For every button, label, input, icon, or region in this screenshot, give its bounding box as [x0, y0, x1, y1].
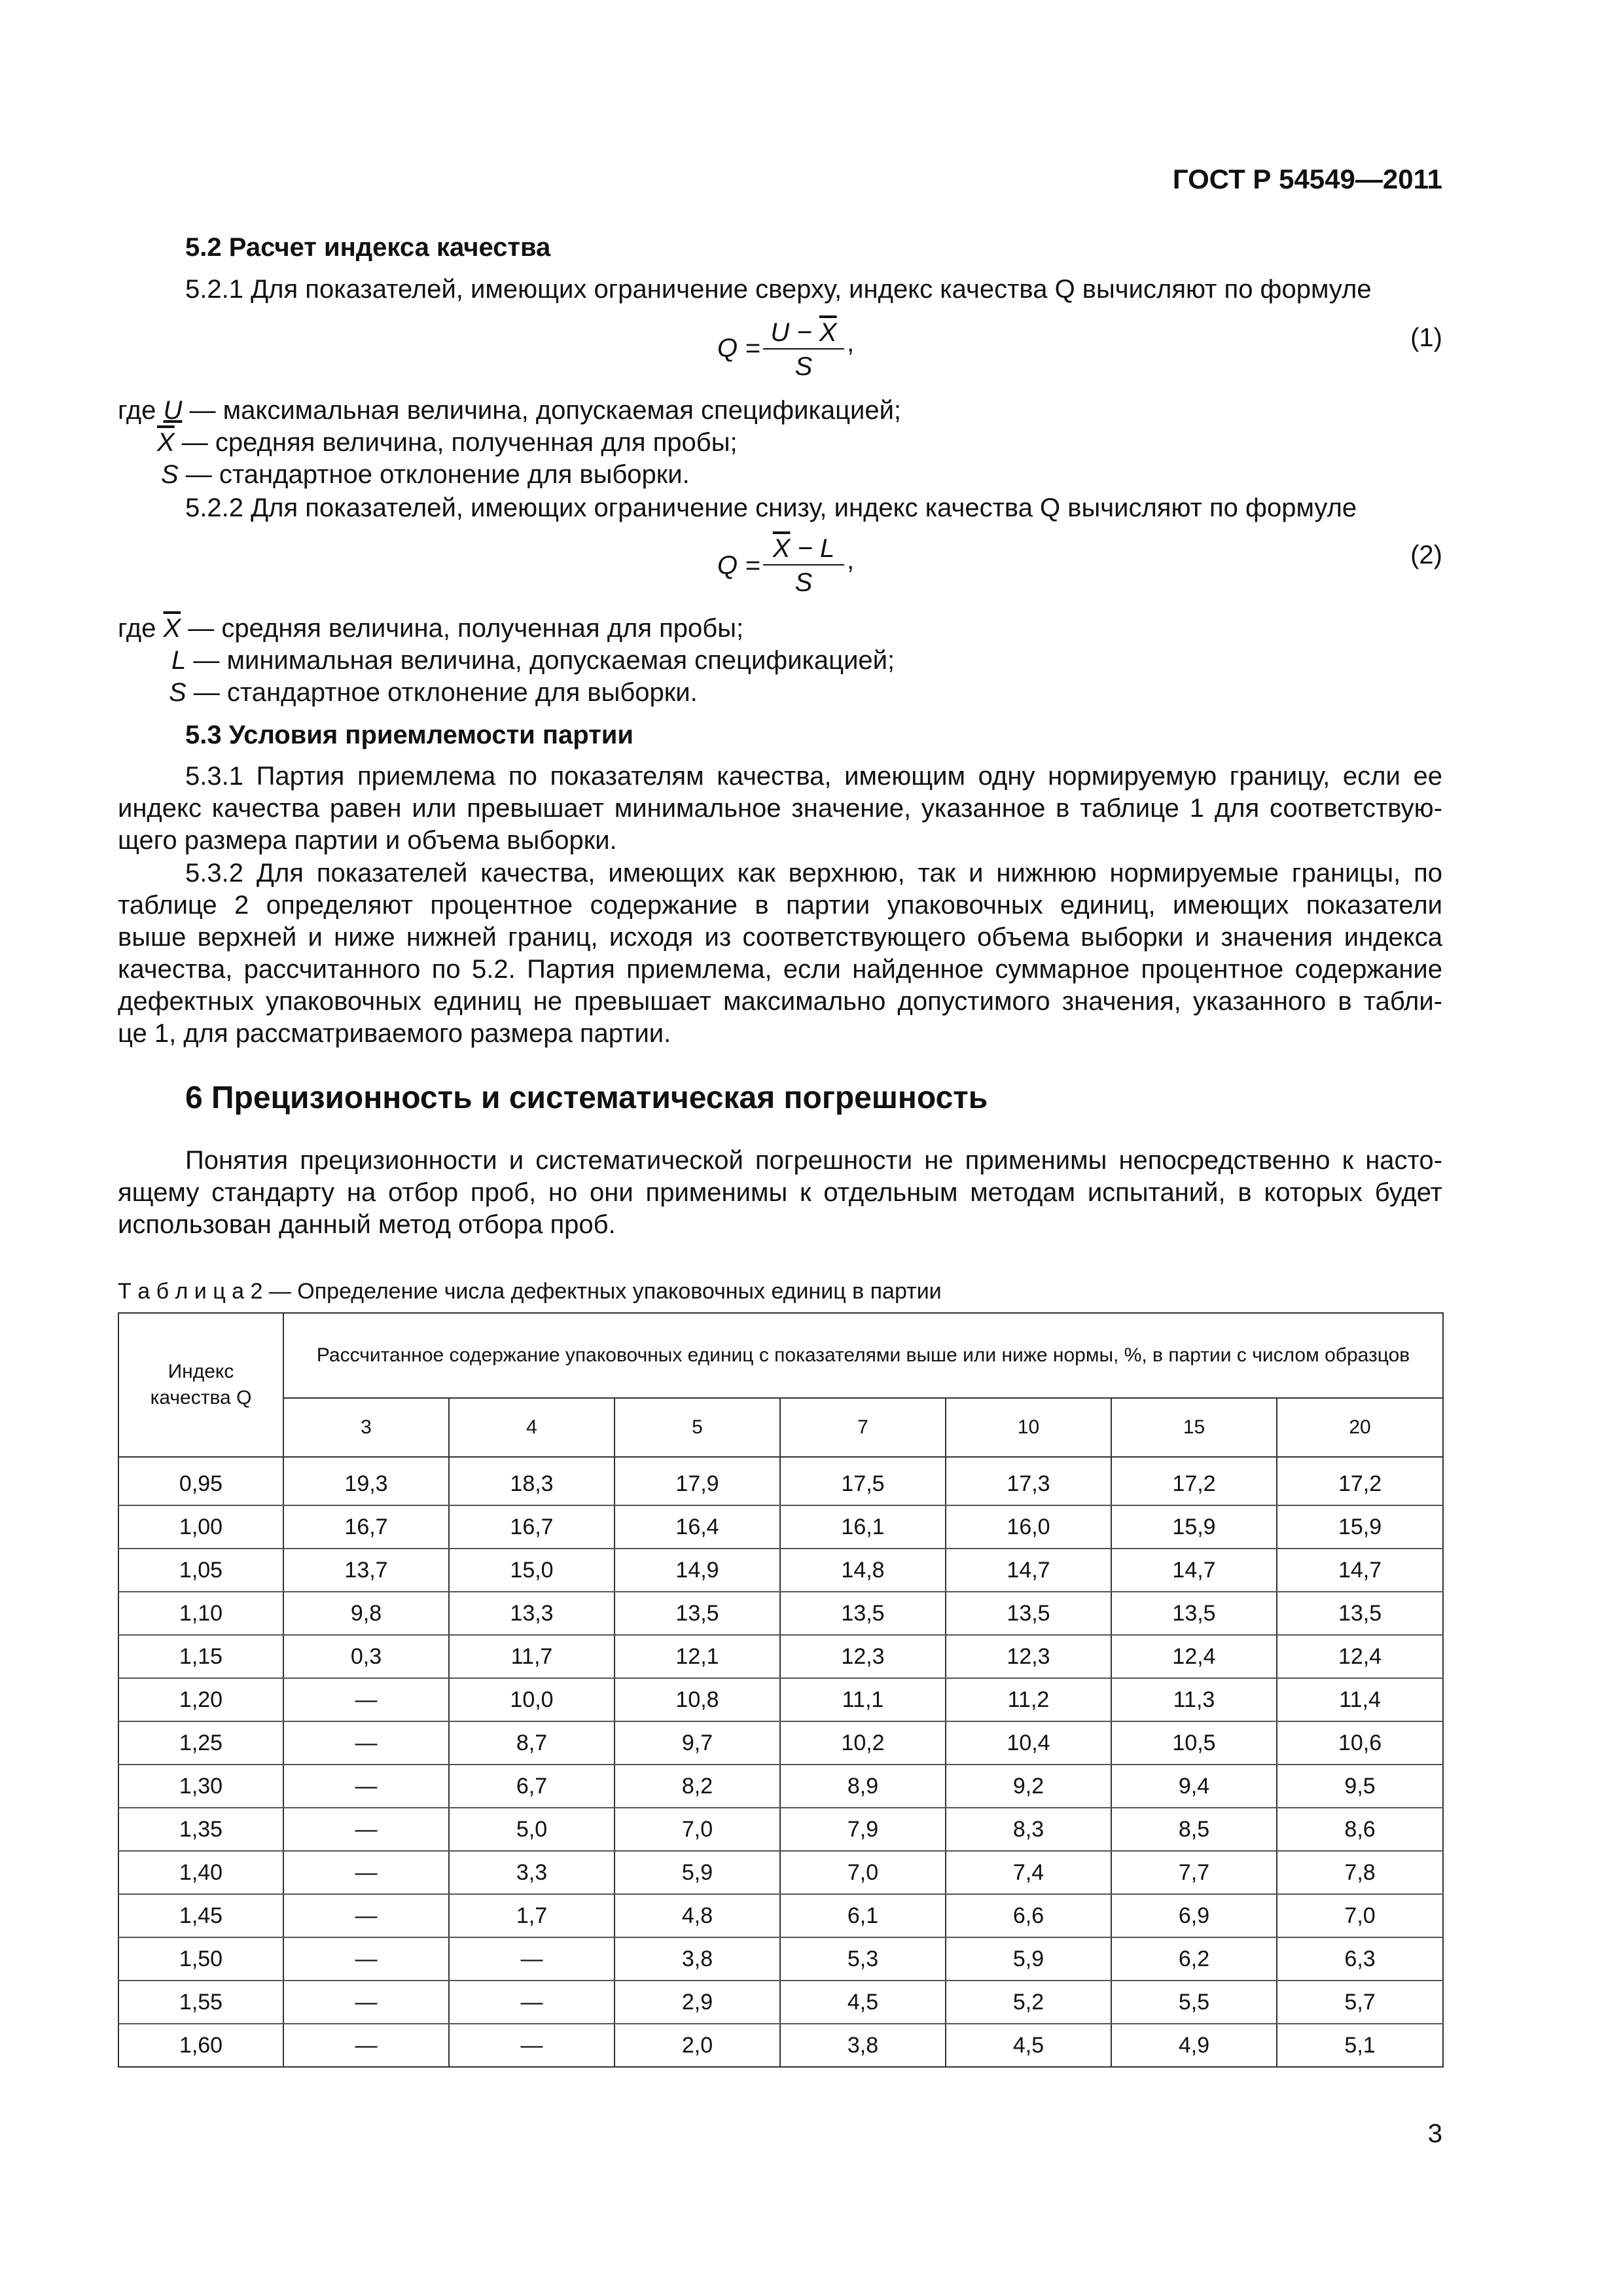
table-header-sample-size: 10 [946, 1398, 1111, 1457]
table-cell-value: 4,5 [946, 2024, 1111, 2067]
paragraph-5-2-1: 5.2.1 Для показателей, имеющих ограничение сверху, индекс качества Q вычисляют по формуле [185, 275, 1372, 304]
table-cell-index: 1,40 [118, 1851, 283, 1894]
table-cell-value: 6,1 [780, 1894, 946, 1937]
table-cell-value: — [283, 1808, 449, 1851]
table-cell-value: — [449, 1981, 615, 2024]
paragraph-5-3-2-line: це 1, для рассматриваемого размера партии. [118, 1019, 671, 1048]
table-cell-value: 15,9 [1111, 1505, 1277, 1549]
table-cell-value: 15,0 [449, 1549, 615, 1592]
table-cell-value: 11,2 [946, 1678, 1111, 1721]
table-cell-value: 16,7 [449, 1505, 615, 1549]
document-code: ГОСТ Р 54549—2011 [1172, 164, 1442, 194]
table-cell-value: 8,6 [1277, 1808, 1443, 1851]
table-cell-value: 13,5 [615, 1592, 780, 1635]
table-2 [118, 1312, 1444, 2068]
formula-1-denominator: S [794, 352, 813, 381]
table-cell-value: 7,0 [615, 1808, 780, 1851]
table-cell-value: 0,3 [283, 1635, 449, 1678]
table-cell-value: 16,7 [283, 1505, 449, 1549]
table-row [118, 1981, 1443, 2024]
formula-2-fraction [763, 534, 844, 597]
section-6-paragraph-line: ящему стандарту на отбор проб, но они применимы к отдельным методам испытаний, в которых будет [118, 1178, 1442, 1207]
table-cell-value: 10,5 [1111, 1721, 1277, 1765]
table-cell-value: — [283, 1851, 449, 1894]
table-cell-value: 17,2 [1277, 1463, 1443, 1505]
paragraph-5-3-2-line: качества, рассчитанного по 5.2. Партия приемлема, если найденное суммарное процентное содержание [118, 955, 1442, 984]
paragraph-5-3-1-line: индекс качества равен или превышает минимальное значение, указанное в таблице 1 для соответствую- [118, 794, 1442, 823]
table-cell-index: 1,05 [118, 1549, 283, 1592]
table-cell-value: 14,8 [780, 1549, 946, 1592]
table-row [118, 1549, 1443, 1592]
table-cell-index: 1,20 [118, 1678, 283, 1721]
table-cell-value: 14,7 [1277, 1549, 1443, 1592]
table-cell-index: 0,95 [118, 1463, 283, 1505]
paragraph-5-3-2-line: выше верхней и ниже нижней границ, исходя из соответствующего объема выборки и значения индекса [118, 923, 1442, 952]
table-row [118, 1721, 1443, 1765]
where-2-S: S — стандартное отклонение для выборки. [169, 678, 698, 707]
where-2-L: L — минимальная величина, допускаемая спецификацией; [171, 646, 895, 675]
table-cell-value: 10,2 [780, 1721, 946, 1765]
table-cell-index: 1,10 [118, 1592, 283, 1635]
where-1-U: где U — максимальная величина, допускаемая спецификацией; [118, 396, 902, 425]
formula-1-number: (1) [1410, 323, 1442, 352]
table-cell-value: 7,7 [1111, 1851, 1277, 1894]
table-cell-value: — [283, 1981, 449, 2024]
formula-1-numerator: $U - \overline{X}$ [763, 318, 844, 350]
table-cell-value: 17,3 [946, 1463, 1111, 1505]
table-cell-value: 3,8 [615, 1937, 780, 1981]
table-cell-value: — [283, 1937, 449, 1981]
table-cell-value: 10,6 [1277, 1721, 1443, 1765]
table-cell-value: 8,9 [780, 1765, 946, 1808]
table-row [118, 1678, 1443, 1721]
table-cell-value: — [283, 2024, 449, 2067]
table-cell-value: 14,7 [946, 1549, 1111, 1592]
formula-2-lhs: Q = [717, 551, 760, 580]
paragraph-5-3-2-line: 5.3.2 Для показателей качества, имеющих как верхнюю, так и нижнюю нормируемые границы, по [185, 859, 1442, 888]
table-cell-value: 4,9 [1111, 2024, 1277, 2067]
table-cell-value: 10,0 [449, 1678, 615, 1721]
table-cell-value: 13,7 [283, 1549, 449, 1592]
formula-2-number: (2) [1410, 541, 1442, 569]
table-header-sample-size: 5 [615, 1398, 780, 1457]
table-cell-value: 5,9 [615, 1851, 780, 1894]
paragraph-5-3-1-line: 5.3.1 Партия приемлема по показателям качества, имеющим одну нормируемую границу, если ее [185, 762, 1442, 791]
table-cell-value: 5,5 [1111, 1981, 1277, 2024]
table-cell-value: 13,5 [1111, 1592, 1277, 1635]
table-cell-value: 1,7 [449, 1894, 615, 1937]
formula-1-lhs: Q = [717, 334, 760, 363]
table-header-sample-size: 3 [283, 1398, 449, 1457]
table-cell-value: 5,9 [946, 1937, 1111, 1981]
table-cell-value: 5,1 [1277, 2024, 1443, 2067]
table-row [118, 1505, 1443, 1549]
table-cell-value: 18,3 [449, 1463, 615, 1505]
table-header-sample-size: 20 [1277, 1398, 1443, 1457]
table-cell-index: 1,50 [118, 1937, 283, 1981]
table-cell-value: 7,4 [946, 1851, 1111, 1894]
table-cell-value: 5,0 [449, 1808, 615, 1851]
table-cell-value: 2,9 [615, 1981, 780, 2024]
table-row [118, 1851, 1443, 1894]
table-cell-value: 6,9 [1111, 1894, 1277, 1937]
table-row [118, 1765, 1443, 1808]
table-cell-value: 5,2 [946, 1981, 1111, 2024]
table-cell-value: 16,0 [946, 1505, 1111, 1549]
where-1-S: S — стандартное отклонение для выборки. [161, 460, 690, 489]
table-cell-value: 5,3 [780, 1937, 946, 1981]
where-1-X: $\overline{X}$ — средняя величина, полученная для пробы; [157, 428, 738, 457]
table-cell-value: 7,0 [780, 1851, 946, 1894]
table-cell-value: 9,7 [615, 1721, 780, 1765]
table-cell-value: 13,5 [946, 1592, 1111, 1635]
section-6-paragraph-line: Понятия прецизионности и систематической погрешности не применимы непосредственно к насто- [185, 1146, 1442, 1175]
table-cell-value: 6,7 [449, 1765, 615, 1808]
table-row [118, 1463, 1443, 1505]
table-cell-value: 16,4 [615, 1505, 780, 1549]
table-cell-value: 5,7 [1277, 1981, 1443, 2024]
table-cell-value: 6,6 [946, 1894, 1111, 1937]
table-cell-value: — [283, 1678, 449, 1721]
table-cell-index: 1,35 [118, 1808, 283, 1851]
table-cell-value: 13,5 [780, 1592, 946, 1635]
paragraph-5-3-2-line: дефектных упаковочных единиц не превышает максимально допустимого значения, указанного в табли- [118, 987, 1442, 1016]
table-header-sample-size: 4 [449, 1398, 615, 1457]
table-cell-index: 1,25 [118, 1721, 283, 1765]
table-cell-value: 8,2 [615, 1765, 780, 1808]
table-cell-value: 7,0 [1277, 1894, 1443, 1937]
table-cell-value: 3,3 [449, 1851, 615, 1894]
paragraph-5-3-1-line: щего размера партии и объема выборки. [118, 826, 617, 855]
table-cell-value: — [449, 2024, 615, 2067]
table-cell-index: 1,55 [118, 1981, 283, 2024]
table-cell-value: 10,4 [946, 1721, 1111, 1765]
table-cell-index: 1,30 [118, 1765, 283, 1808]
section-5-2-heading: 5.2 Расчет индекса качества [185, 233, 551, 262]
formula-2-comma: , [847, 546, 855, 575]
table-cell-value: 17,5 [780, 1463, 946, 1505]
table-cell-value: 9,2 [946, 1765, 1111, 1808]
table-2-caption: Т а б л и ц а 2 — Определение числа дефектных упаковочных единиц в партии [118, 1279, 942, 1304]
table-cell-value: 7,8 [1277, 1851, 1443, 1894]
table-cell-value: — [283, 1894, 449, 1937]
table-cell-value: 8,5 [1111, 1808, 1277, 1851]
table-cell-value: 6,2 [1111, 1937, 1277, 1981]
table-row [118, 1894, 1443, 1937]
table-cell-value: 9,5 [1277, 1765, 1443, 1808]
table-cell-value: 3,8 [780, 2024, 946, 2067]
table-cell-value: 16,1 [780, 1505, 946, 1549]
table-cell-value: 11,4 [1277, 1678, 1443, 1721]
table-cell-value: — [283, 1765, 449, 1808]
table-cell-value: 11,1 [780, 1678, 946, 1721]
section-6-heading: 6 Прецизионность и систематическая погрешность [185, 1081, 988, 1115]
table-cell-index: 1,45 [118, 1894, 283, 1937]
table-cell-value: 11,7 [449, 1635, 615, 1678]
table-cell-value: 6,3 [1277, 1937, 1443, 1981]
page-number: 3 [1427, 2119, 1442, 2148]
table-cell-value: 11,3 [1111, 1678, 1277, 1721]
table-cell-value: 15,9 [1277, 1505, 1443, 1549]
table-cell-value: 14,9 [615, 1549, 780, 1592]
table-cell-index: 1,15 [118, 1635, 283, 1678]
table-cell-value: 12,4 [1277, 1635, 1443, 1678]
table-cell-index: 1,60 [118, 2024, 283, 2067]
table-cell-value: 12,4 [1111, 1635, 1277, 1678]
table-cell-index: 1,00 [118, 1505, 283, 1549]
formula-1-fraction [763, 318, 844, 381]
table-header-sample-size: 15 [1111, 1398, 1277, 1457]
table-row [118, 1808, 1443, 1851]
paragraph-5-3-2-line: таблице 2 определяют процентное содержание в партии упаковочных единиц, имеющих показатели [118, 891, 1442, 920]
table-cell-value: 12,3 [946, 1635, 1111, 1678]
table-row [118, 2024, 1443, 2067]
formula-1-comma: , [847, 329, 855, 357]
section-5-3-heading: 5.3 Условия приемлемости партии [185, 721, 633, 749]
formula-2-denominator: S [794, 568, 813, 597]
table-cell-value: 14,7 [1111, 1549, 1277, 1592]
table-cell-value: 9,8 [283, 1592, 449, 1635]
table-cell-value: 19,3 [283, 1463, 449, 1505]
table-cell-value: — [449, 1937, 615, 1981]
table-header-group: Рассчитанное содержание упаковочных единиц с показателями выше или ниже нормы, %, в партии с числом образцов [283, 1313, 1443, 1398]
table-cell-value: 10,8 [615, 1678, 780, 1721]
table-cell-value: 4,8 [615, 1894, 780, 1937]
table-header-sample-size: 7 [780, 1398, 946, 1457]
paragraph-5-2-2: 5.2.2 Для показателей, имеющих ограничение снизу, индекс качества Q вычисляют по формуле [185, 493, 1357, 522]
formula-2-numerator: $\overline{X} - L$ [763, 534, 844, 565]
table-cell-value: 2,0 [615, 2024, 780, 2067]
table-cell-value: 13,5 [1277, 1592, 1443, 1635]
table-header-index: Индекс качества Q [118, 1313, 283, 1457]
table-cell-value: 17,9 [615, 1463, 780, 1505]
table-cell-value: 12,3 [780, 1635, 946, 1678]
table-row [118, 1937, 1443, 1981]
table-cell-value: 12,1 [615, 1635, 780, 1678]
table-cell-value: 9,4 [1111, 1765, 1277, 1808]
table-cell-value: 17,2 [1111, 1463, 1277, 1505]
table-cell-value: 4,5 [780, 1981, 946, 2024]
table-cell-value: 8,3 [946, 1808, 1111, 1851]
table-row [118, 1635, 1443, 1678]
section-6-paragraph-line: использован данный метод отбора проб. [118, 1210, 616, 1239]
table-cell-value: — [283, 1721, 449, 1765]
table-cell-value: 13,3 [449, 1592, 615, 1635]
where-2-X: где $\overline{X}$ — средняя величина, полученная для пробы; [118, 614, 744, 643]
table-cell-value: 8,7 [449, 1721, 615, 1765]
table-row [118, 1592, 1443, 1635]
table-cell-value: 7,9 [780, 1808, 946, 1851]
